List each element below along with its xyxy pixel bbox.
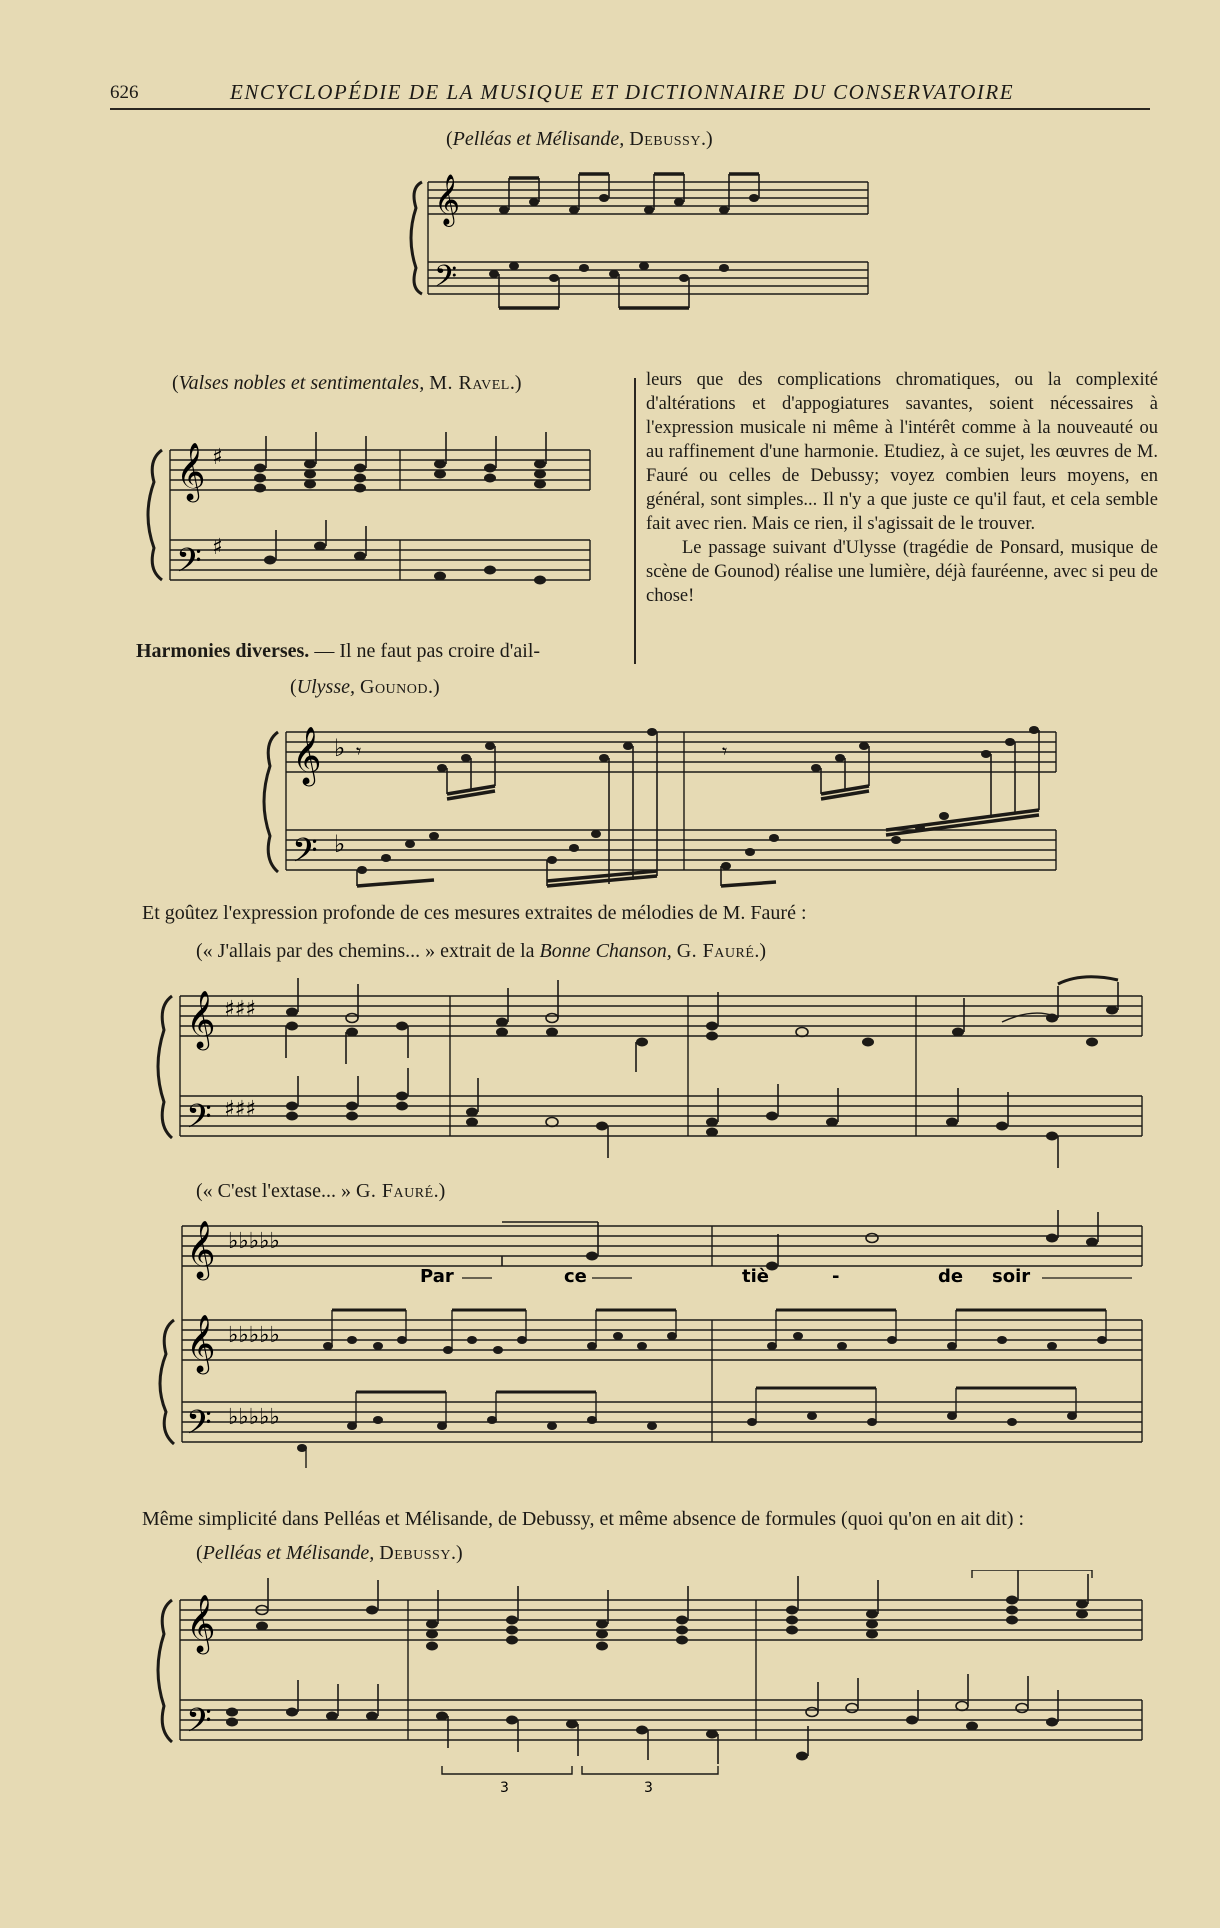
svg-text:♯♯♯: ♯♯♯ (224, 1097, 256, 1122)
text-column (646, 368, 1158, 608)
score-svg (152, 1570, 1152, 1820)
svg-text:𝄾: 𝄾 (356, 739, 362, 763)
svg-text:♭♭♭♭♭: ♭♭♭♭♭ (228, 1229, 280, 1254)
paragraph: Le passage suivant d'Ulysse (tragédie de Ponsard, musique de scène de Gounod) réalise une lumière, déjà fauréenne, avec si peu de chose! (646, 538, 1158, 606)
score-pelleas-2 (152, 1570, 1152, 1820)
score-pelleas-1 (404, 168, 884, 318)
svg-text:𝄞: 𝄞 (176, 442, 206, 500)
lyric-syllable: - (832, 1266, 840, 1287)
running-title: ENCYCLOPÉDIE DE LA MUSIQUE ET DICTIONNAIRE DU CONSERVATOIRE (230, 80, 1015, 104)
score-bonne-chanson (152, 972, 1152, 1182)
svg-text:𝄞: 𝄞 (186, 1314, 216, 1372)
heading-bold: Harmonies diverses. (136, 640, 310, 662)
svg-text:𝄾: 𝄾 (722, 739, 728, 763)
svg-text:𝄞: 𝄞 (186, 1594, 216, 1652)
lyric-syllable: Par (420, 1266, 454, 1287)
svg-text:♯♯♯: ♯♯♯ (224, 997, 256, 1022)
svg-text:𝄢: 𝄢 (186, 1702, 212, 1748)
body-line: Et goûtez l'expression profonde de ces mesures extraites de mélodies de M. Fauré : (142, 902, 807, 924)
svg-text:♭♭♭♭♭: ♭♭♭♭♭ (228, 1405, 280, 1430)
score-valses (140, 420, 600, 610)
svg-text:𝄢: 𝄢 (434, 260, 458, 301)
caption-pelleas-2: (Pelléas et Mélisande, Debussy.) (196, 1542, 463, 1564)
caption-title: Valses nobles et sentimentales, (178, 372, 425, 394)
lyric-syllable: tiè (742, 1266, 769, 1287)
svg-text:𝄞: 𝄞 (434, 174, 461, 225)
caption-title: Pelléas et Mélisande, (202, 1542, 375, 1564)
caption-bonne-chanson: (« J'allais par des chemins... » extrait de la Bonne Chanson, G. Fauré.) (196, 940, 767, 962)
score-ulysse (256, 710, 1066, 890)
score-svg (152, 972, 1152, 1182)
svg-text:𝄢: 𝄢 (176, 542, 202, 588)
svg-text:♭: ♭ (334, 830, 346, 858)
caption-pelleas-1: (Pelléas et Mélisande, Debussy.) (446, 128, 713, 150)
heading-text: — Il ne faut pas croire d'ail- (314, 640, 541, 662)
lyric-syllable: soir (992, 1266, 1031, 1287)
caption-composer: G. Fauré (355, 1180, 434, 1202)
svg-text:3: 3 (500, 1780, 509, 1796)
svg-text:𝄢: 𝄢 (186, 1404, 212, 1450)
caption-extase: (« C'est l'extase... » G. Fauré.) (196, 1180, 446, 1202)
section-heading (136, 640, 540, 663)
svg-text:𝄞: 𝄞 (186, 990, 216, 1048)
caption-composer: M. Ravel (429, 372, 510, 394)
lyric-syllable: ce (564, 1266, 587, 1287)
score-svg (404, 168, 884, 318)
svg-text:𝄞: 𝄞 (186, 1220, 216, 1278)
caption-composer: G. Fauré (676, 940, 755, 962)
caption-prefix: (« C'est l'extase... » (196, 1180, 351, 1202)
page-number: 626 (110, 82, 139, 103)
score-svg (256, 710, 1066, 890)
svg-text:♭: ♭ (334, 734, 346, 762)
score-extase (152, 1206, 1152, 1476)
caption-title: Pelléas et Mélisande, (452, 128, 625, 150)
svg-text:♯: ♯ (212, 445, 223, 470)
page-header (110, 76, 1150, 110)
paragraph: leurs que des complications chromatiques, ou la complexité d'altérations et d'appogiatures savantes, soient nécessaires à l'expression musicale ni même à l'intérêt comme à la nouveauté ou au raffinement d'une harmonie. Etudiez, à ce sujet, les œuvres de M. Fauré ou celles de Debussy; voyez combien leurs moyens, en général, sont simples... Il n'y a que juste ce qu'il faut, et cela semble fait avec rien. Mais ce rien, il s'agissait de le trouver. (646, 370, 1158, 534)
caption-composer: Gounod (360, 676, 428, 698)
svg-text:𝄢: 𝄢 (186, 1098, 212, 1144)
caption-ulysse: (Ulysse, Gounod.) (290, 676, 440, 698)
caption-title: Bonne Chanson, (539, 940, 672, 962)
column-divider (634, 378, 636, 664)
svg-text:𝄢: 𝄢 (292, 832, 318, 878)
svg-text:𝄞: 𝄞 (292, 726, 322, 784)
caption-title: Ulysse, (296, 676, 355, 698)
caption-prefix: (« J'allais par des chemins... » extrait de la (196, 940, 535, 962)
lyric-syllable: de (938, 1266, 964, 1287)
caption-composer: Debussy (379, 1542, 451, 1564)
score-svg (152, 1206, 1152, 1476)
body-line: Même simplicité dans Pelléas et Mélisande, de Debussy, et même absence de formules (quoi qu'on en ait dit) : (142, 1508, 1025, 1530)
caption-valses: (Valses nobles et sentimentales, M. Ravel.) (172, 372, 522, 394)
svg-text:♯: ♯ (212, 535, 223, 560)
caption-composer: Debussy (629, 128, 701, 150)
svg-text:♭♭♭♭♭: ♭♭♭♭♭ (228, 1323, 280, 1348)
score-svg (140, 420, 600, 610)
svg-text:3: 3 (644, 1780, 653, 1796)
